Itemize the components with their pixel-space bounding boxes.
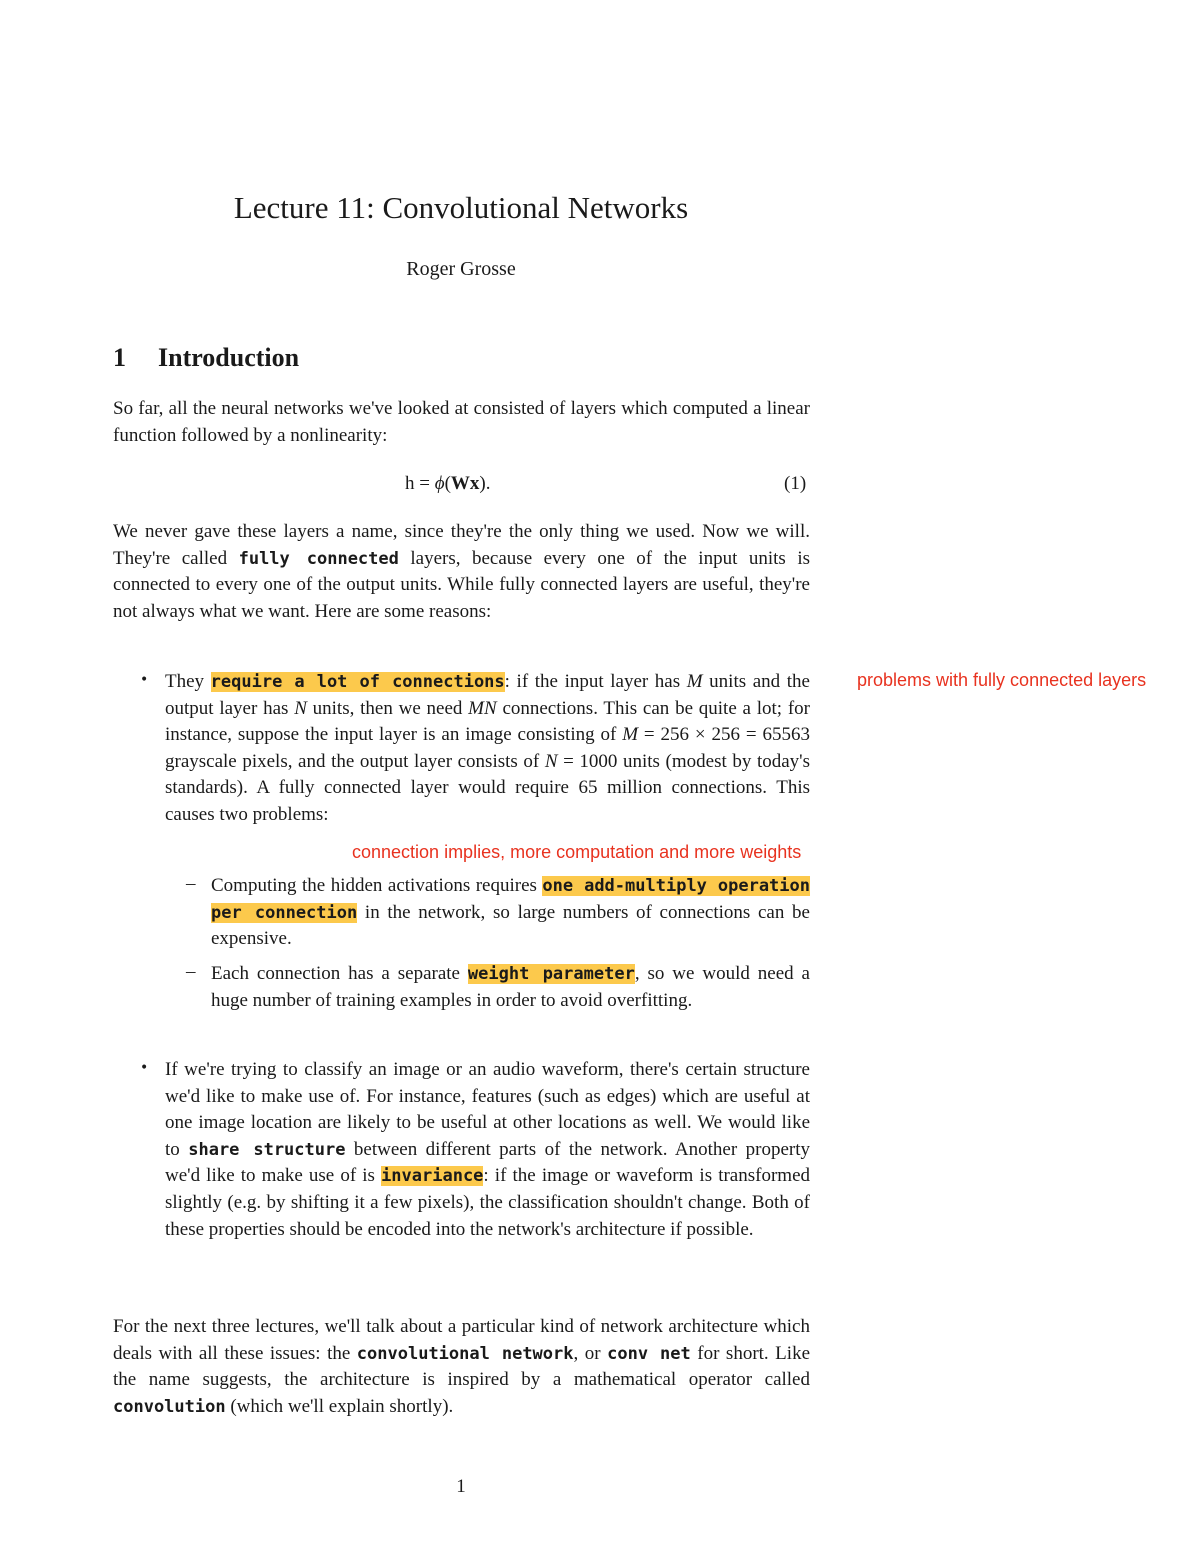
intro-paragraph-1: So far, all the neural networks we've looked at consisted of layers which computed a linear function followed by a nonlinearity: [113,398,810,446]
equation-1 [405,473,490,495]
text-run: We never gave these layers a name, since they're the only thing we used. Now we will. They're called [113,521,810,569]
section-heading [113,343,299,373]
dash-marker: – [186,961,196,982]
sub-item-weights [211,961,810,1014]
math-M: M [622,724,639,746]
eq-phi: ϕ [434,473,445,494]
paper-title: Lecture 11: Convolutional Networks [233,190,689,225]
eq-close: ). [479,473,491,494]
eq-x: x [469,473,480,494]
text-run: (which we'll explain shortly). [225,1395,454,1417]
keyword-share-structure: share structure [188,1139,346,1160]
text-run: = 1000 units (modest by today's standards). A fully connected layer would require 65 million connections. This causes two problems: [165,750,810,825]
keyword-convolutional-network: convolutional network [356,1343,574,1364]
text-run: Computing the hidden activations requires [211,875,543,896]
sub-item-computation [211,873,810,953]
text-run: If we're trying to classify an image or an audio waveform, there's certain structure we'd like to make use of. For instance, features (such as edges) which are useful at one image location are likely to be useful at other locations as well. We would like to [165,1059,810,1160]
math-N: N [294,697,307,719]
keyword-convolution: convolution [113,1396,226,1417]
text-run: : if the image or waveform is transformed slightly (e.g. by shifting it a few pixels), the classification shouldn't change. Both of these properties should be encoded into the network's architecture if possible. [165,1165,810,1240]
highlight-add-multiply: one add-multiply operation per connection [211,876,810,923]
math-M: M [686,671,703,692]
section-number: 1 [113,343,126,372]
annotation-more-computation: connection implies, more computation and more weights [352,842,802,862]
text-run: in the network, so large numbers of connections can be expensive. [211,901,810,950]
bullet-item-connections [165,669,810,829]
author-name: Roger Grosse [406,258,516,280]
dash-marker: – [186,873,196,894]
text-run: For the next three lectures, we'll talk about a particular kind of network architecture which deals with all these issues: the [113,1316,810,1364]
text-run: units and the output layer has [165,671,810,719]
text-run: : if the input layer has [504,671,687,692]
text-run: , or [573,1342,608,1364]
highlight-invariance: invariance [381,1166,484,1187]
eq-h: h [405,473,415,494]
text-run: for short. Like the name suggests, the architecture is inspired by a mathematical operator called [113,1342,811,1391]
keyword-fully-connected: fully connected [238,548,399,569]
bullet-marker: • [140,672,149,688]
text-run: connections. This can be quite a lot; for instance, suppose the input layer is an image consisting of [165,697,811,746]
eq-equals: = [414,473,435,494]
eq-open: ( [444,473,451,494]
text-run: units, then we need [306,697,469,719]
text-run: layers, because every one of the input units is connected to every one of the output units. While fully connected layers are useful, they're not always what we want. Here are some reasons: [113,547,810,622]
eq-W: W [450,473,470,494]
text-run: They [165,671,211,692]
page-number: 1 [456,1476,466,1497]
text-run: Each connection has a separate [211,963,468,984]
highlight-require-connections: require a lot of connections [210,672,505,692]
text-run: , so we would need a huge number of training examples in order to avoid overfitting. [211,963,810,1011]
equation-number: (1) [784,473,807,494]
bullet-item-structure [165,1057,810,1243]
math-MN: MN [468,697,497,719]
bullet-marker: • [140,1060,149,1076]
section-title: Introduction [158,343,300,372]
closing-paragraph [113,1314,810,1420]
keyword-conv-net: conv net [607,1343,691,1364]
intro-paragraph-2 [113,519,810,625]
text-run: = 256 × 256 = 65563 grayscale pixels, and the output layer consists of [165,724,810,772]
math-N: N [544,750,558,772]
highlight-weight-parameter: weight parameter [467,964,635,984]
annotation-fully-connected-problems: problems with fully connected layers [857,670,1147,690]
text-run: between different parts of the network. Another property we'd like to make use of is [165,1138,811,1187]
